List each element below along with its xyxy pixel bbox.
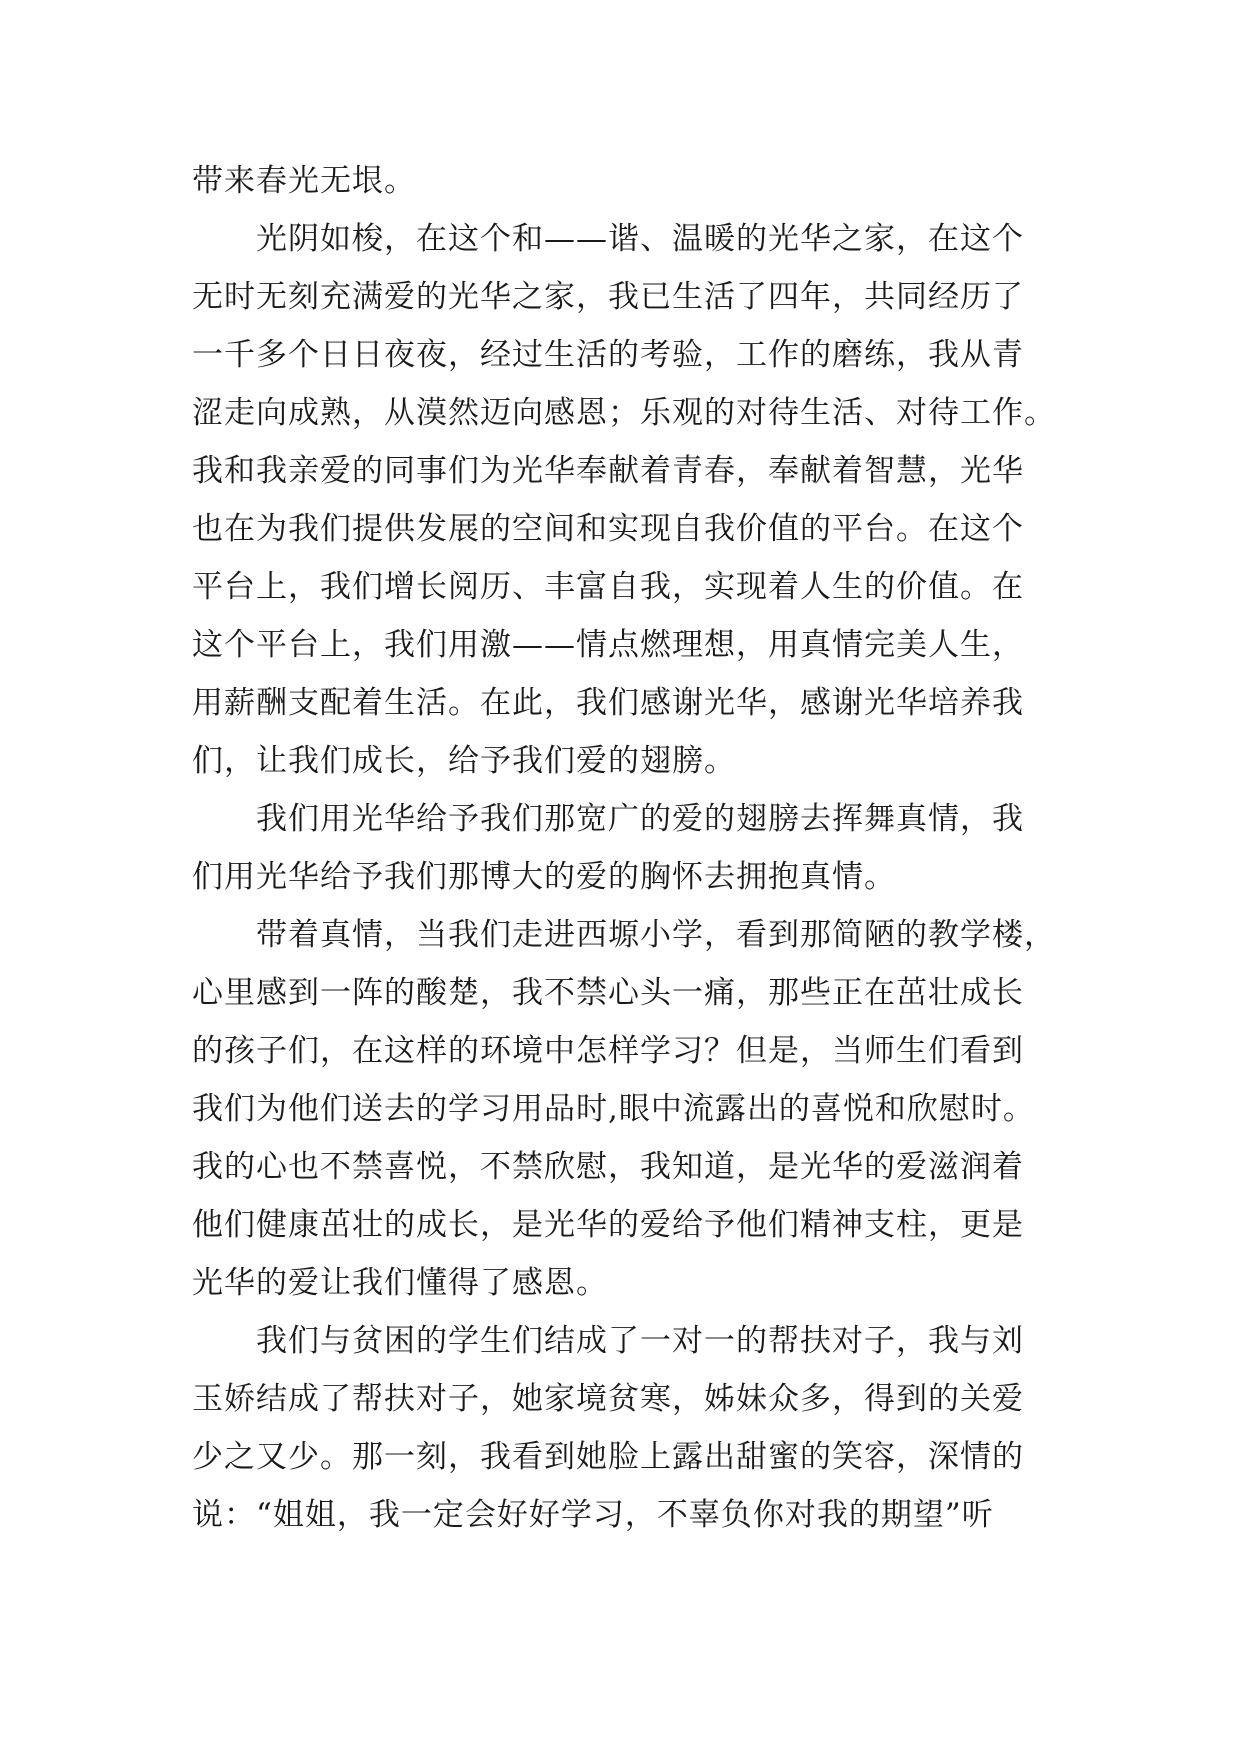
text-line: 他们健康茁壮的成长，是光华的爱给予他们精神支柱，更是 xyxy=(192,1207,1024,1243)
paragraph-first-line: 我们用光华给予我们那宽广的爱的翅膀去挥舞真情，我 xyxy=(256,801,1024,837)
text-line: 少之又少。那一刻，我看到她脸上露出甜蜜的笑容，深情的 xyxy=(192,1439,1024,1475)
text-line: 这个平台上，我们用激——情点燃理想，用真情完美人生， xyxy=(192,627,1024,663)
text-line: 带来春光无垠。 xyxy=(192,163,416,199)
text-line: 无时无刻充满爱的光华之家，我已生活了四年，共同经历了 xyxy=(192,279,1024,315)
text-line: 心里感到一阵的酸楚，我不禁心头一痛，那些正在茁壮成长 xyxy=(192,975,1024,1011)
text-line: 平台上，我们增长阅历、丰富自我，实现着人生的价值。在 xyxy=(192,569,1024,605)
paragraph-first-line: 光阴如梭，在这个和——谐、温暖的光华之家，在这个 xyxy=(256,221,1024,257)
document-body xyxy=(192,152,1072,1544)
text-line: 玉娇结成了帮扶对子，她家境贫寒，姊妹众多，得到的关爱 xyxy=(192,1381,1024,1417)
text-line: 用薪酬支配着生活。在此，我们感谢光华，感谢光华培养我 xyxy=(192,685,1024,721)
text-line: 涩走向成熟，从漠然迈向感恩；乐观的对待生活、对待工作。 xyxy=(192,395,1056,431)
text-line: 的孩子们，在这样的环境中怎样学习？但是，当师生们看到 xyxy=(192,1033,1024,1069)
paragraph-first-line: 带着真情，当我们走进西塬小学，看到那简陋的教学楼， xyxy=(256,917,1056,953)
text-line: 我们为他们送去的学习用品时,眼中流露出的喜悦和欣慰时。 xyxy=(192,1091,1035,1127)
paragraph-first-line: 我们与贫困的学生们结成了一对一的帮扶对子，我与刘 xyxy=(256,1323,1024,1359)
text-line: 光华的爱让我们懂得了感恩。 xyxy=(192,1265,608,1301)
text-line: 们，让我们成长，给予我们爱的翅膀。 xyxy=(192,743,736,779)
text-line: 也在为我们提供发展的空间和实现自我价值的平台。在这个 xyxy=(192,511,1024,547)
text-line: 说：“姐姐，我一定会好好学习，不辜负你对我的期望”听 xyxy=(192,1497,994,1533)
text-line: 们用光华给予我们那博大的爱的胸怀去拥抱真情。 xyxy=(192,859,896,895)
text-line: 我的心也不禁喜悦，不禁欣慰，我知道，是光华的爱滋润着 xyxy=(192,1149,1024,1185)
text-line: 一千多个日日夜夜，经过生活的考验，工作的磨练，我从青 xyxy=(192,337,1024,373)
text-line: 我和我亲爱的同事们为光华奉献着青春，奉献着智慧，光华 xyxy=(192,453,1024,489)
